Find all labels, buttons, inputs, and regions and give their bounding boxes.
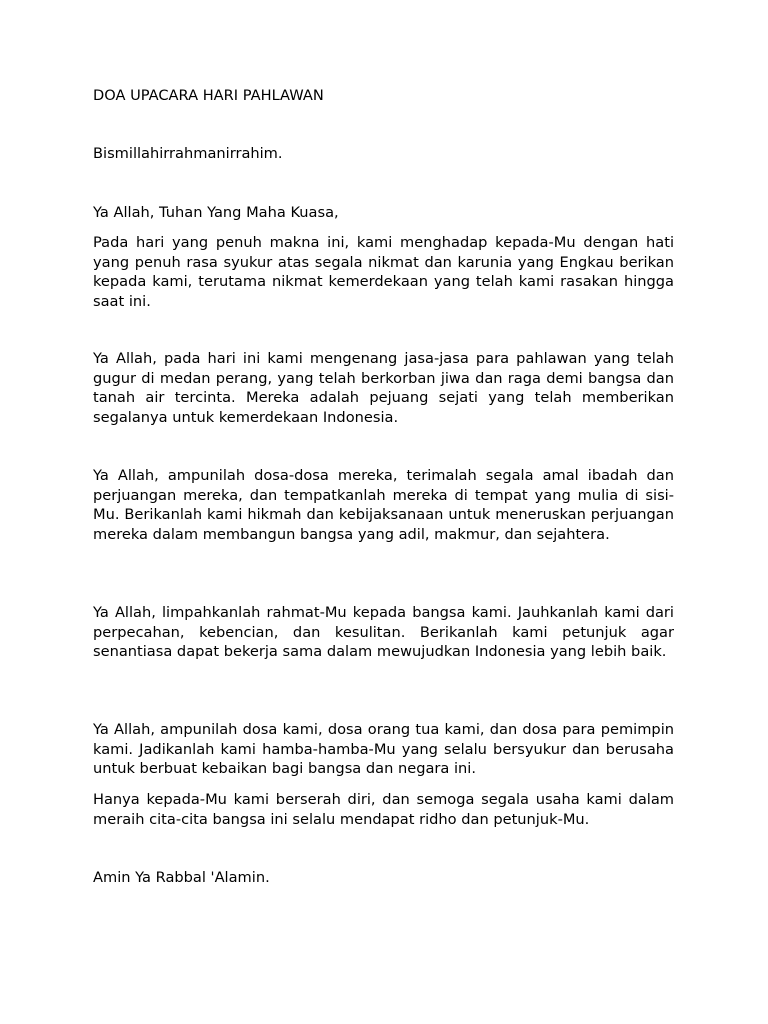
paragraph-forgiveness-heroes: Ya Allah, ampunilah dosa-dosa mereka, terimalah segala amal ibadah dan perjuangan mereka, dan tempatkanlah mereka di tempat yang mulia di sisi-Mu. Berikanlah kami hikmah dan kebijaksanaan untuk meneruskan perjuangan mereka dalam membangun bangsa yang adil, makmur, dan sejahtera. [93,467,674,543]
paragraph-mercy-nation: Ya Allah, limpahkanlah rahmat-Mu kepada bangsa kami. Jauhkanlah kami dari perpecahan, kebencian, dan kesulitan. Berikanlah kami petunjuk agar senantiasa dapat bekerja sama dalam mewujudkan Indonesia yang lebih baik. [93,604,674,660]
paragraph-remembrance: Ya Allah, pada hari ini kami mengenang jasa-jasa para pahlawan yang telah gugur di medan perang, yang telah berkorban jiwa dan raga demi bangsa dan tanah air tercinta. Mereka adalah pejuang sejati yang telah memberikan segalanya untuk kemerdekaan Indonesia. [93,350,674,426]
paragraph-gratitude: Pada hari yang penuh makna ini, kami menghadap kepada-Mu dengan hati yang penuh rasa syukur atas segala nikmat dan karunia yang Engkau berikan kepada kami, terutama nikmat kemerdekaan yang telah kami rasakan hingga saat ini. [93,234,674,310]
closing-line: Amin Ya Rabbal 'Alamin. [93,869,270,886]
paragraph-forgiveness-us: Ya Allah, ampunilah dosa kami, dosa orang tua kami, dan dosa para pemimpin kami. Jadikanlah kami hamba-hamba-Mu yang selalu bersyukur dan berusaha untuk berbuat kebaikan bagi bangsa dan negara ini. [93,721,674,777]
opening-line: Bismillahirrahmanirrahim. [93,145,283,162]
salutation-line: Ya Allah, Tuhan Yang Maha Kuasa, [93,204,339,221]
document-title: DOA UPACARA HARI PAHLAWAN [93,87,324,104]
document-page [93,0,674,1024]
paragraph-surrender: Hanya kepada-Mu kami berserah diri, dan semoga segala usaha kami dalam meraih cita-cita bangsa ini selalu mendapat ridho dan petunjuk-Mu. [93,791,674,828]
